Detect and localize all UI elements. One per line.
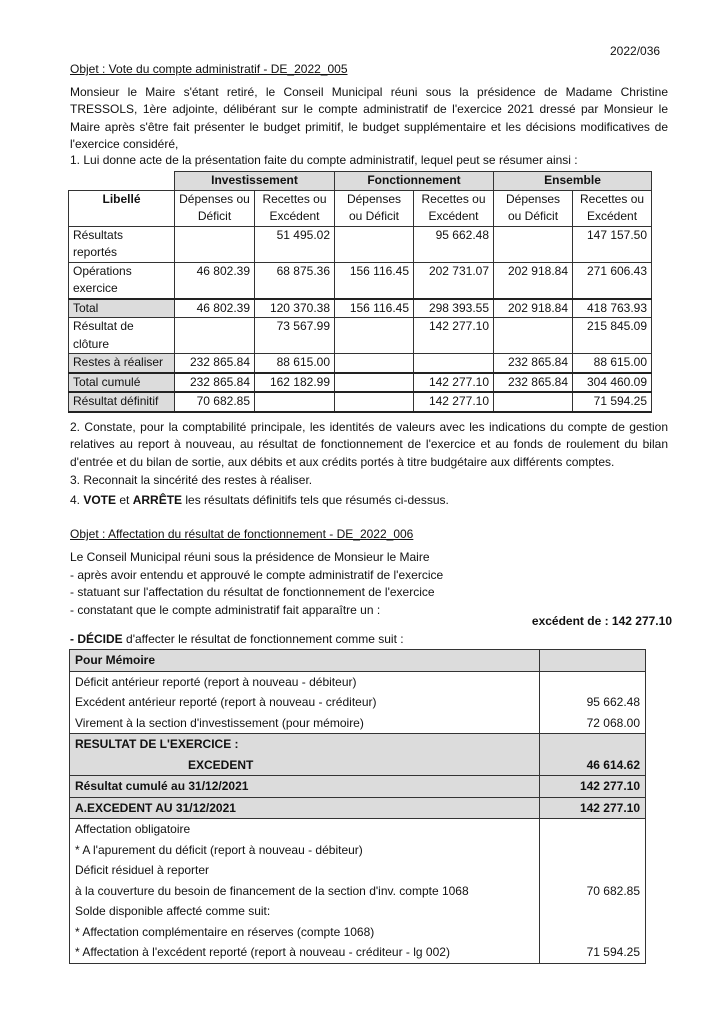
table-row <box>70 942 646 963</box>
cell <box>494 226 573 262</box>
cell: 232 865.84 <box>494 354 573 373</box>
sub-header: Recettes ou Excédent <box>255 190 335 226</box>
table-row <box>70 755 646 776</box>
row-value: 142 277.10 <box>540 797 646 819</box>
row-label: * Affectation à l'excédent reporté (report à nouveau - créditeur - lg 002) <box>70 942 540 963</box>
cell: 304 460.09 <box>573 373 652 393</box>
compte-administratif-table <box>68 171 652 413</box>
decide-rest: d'affecter le résultat de fonctionnement comme suit : <box>122 632 404 646</box>
row-value: 70 682.85 <box>540 881 646 902</box>
cell: 156 116.45 <box>335 262 414 299</box>
table-row <box>70 713 646 734</box>
cell: 88 615.00 <box>573 354 652 373</box>
cell <box>335 392 414 412</box>
table-row <box>69 392 652 412</box>
row-label: Résultat de clôture <box>69 318 175 354</box>
table-row <box>69 318 652 354</box>
decide-line <box>70 632 404 646</box>
row-label: RESULTAT DE L'EXERCICE : <box>70 734 540 755</box>
row-value <box>540 671 646 692</box>
row-value: 95 662.48 <box>540 692 646 713</box>
row-value: 46 614.62 <box>540 755 646 776</box>
cell: 271 606.43 <box>573 262 652 299</box>
table-row <box>69 354 652 373</box>
row-value: 142 277.10 <box>540 776 646 798</box>
sub-header: Dépenses ou Déficit <box>175 190 255 226</box>
cell: 142 277.10 <box>414 392 494 412</box>
table-row <box>70 840 646 861</box>
row-label: Restes à réaliser <box>69 354 175 373</box>
table-row <box>70 819 646 840</box>
table-row <box>70 901 646 922</box>
row-label: Total cumulé <box>69 373 175 393</box>
cell <box>335 318 414 354</box>
sub-header: Dépenses ou Déficit <box>494 190 573 226</box>
cell: 202 918.84 <box>494 299 573 318</box>
objet-affectation: Objet : Affectation du résultat de fonctionnement - DE_2022_006 <box>70 527 414 541</box>
table-row <box>70 860 646 881</box>
row-value <box>540 819 646 840</box>
row-label: Affectation obligatoire <box>70 819 540 840</box>
row-label: Résultats reportés <box>69 226 175 262</box>
cell: 156 116.45 <box>335 299 414 318</box>
cell: 142 277.10 <box>414 318 494 354</box>
affectation-line: - après avoir entendu et approuvé le compte administratif de l'exercice <box>70 568 444 582</box>
cell: 70 682.85 <box>175 392 255 412</box>
sub-header: Recettes ou Excédent <box>414 190 494 226</box>
decide-prefix: - <box>70 632 78 646</box>
cell: 51 495.02 <box>255 226 335 262</box>
row-label: Excédent antérieur reporté (report à nouveau - créditeur) <box>70 692 540 713</box>
row-label: Déficit antérieur reporté (report à nouveau - débiteur) <box>70 671 540 692</box>
row-value <box>540 650 646 672</box>
table-row <box>69 299 652 318</box>
row-value: 71 594.25 <box>540 942 646 963</box>
cell: 298 393.55 <box>414 299 494 318</box>
table-row <box>70 797 646 819</box>
row-value <box>540 901 646 922</box>
row-label: Opérations exercice <box>69 262 175 299</box>
cell: 142 277.10 <box>414 373 494 393</box>
row-value <box>540 860 646 881</box>
document-number: 2022/036 <box>610 44 661 58</box>
cell: 162 182.99 <box>255 373 335 393</box>
cell <box>335 354 414 373</box>
row-value: 72 068.00 <box>540 713 646 734</box>
row-label: Total <box>69 299 175 318</box>
cell <box>175 226 255 262</box>
cell <box>494 318 573 354</box>
cell: 73 567.99 <box>255 318 335 354</box>
cell: 147 157.50 <box>573 226 652 262</box>
row-label: * Affectation complémentaire en réserves (compte 1068) <box>70 922 540 943</box>
sub-header: Dépenses ou Déficit <box>335 190 414 226</box>
table-row <box>70 881 646 902</box>
row-label: Résultat cumulé au 31/12/2021 <box>70 776 540 798</box>
cell: 120 370.38 <box>255 299 335 318</box>
cell: 232 865.84 <box>494 373 573 393</box>
row-label: Virement à la section d'investissement (pour mémoire) <box>70 713 540 734</box>
point-4 <box>70 493 449 507</box>
row-value <box>540 734 646 755</box>
sub-header: Recettes ou Excédent <box>573 190 652 226</box>
affectation-line: Le Conseil Municipal réuni sous la présidence de Monsieur le Maire <box>70 550 430 564</box>
table-row <box>70 922 646 943</box>
cell: 71 594.25 <box>573 392 652 412</box>
cell <box>175 318 255 354</box>
row-label: Déficit résiduel à reporter <box>70 860 540 881</box>
cell: 232 865.84 <box>175 373 255 393</box>
intro-paragraph: Monsieur le Maire s'étant retiré, le Conseil Municipal réuni sous la présidence de Madame Christine TRESSOLS, 1ère adjointe, délibérant sur le compte administratif de l'exercice 2021 dressé par Monsieur le Maire après s'être fait présenter le budget primitif, le budget supplémentaire et les décisions modificatives de l'exercice considéré, <box>70 85 668 152</box>
decide-bold: DÉCIDE <box>77 632 123 646</box>
affectation-table <box>69 649 646 964</box>
point-2: 2. Constate, pour la comptabilité principale, les identités de valeurs avec les indications du compte de gestion relatives au report à nouveau, au résultat de fonctionnement de l'exercice et au fonds de roulement du bilan d'entrée et du bilan de sortie, aux débits et aux crédits portés à titre budgétaire aux différents comptes. <box>70 420 668 469</box>
libelle-header: Libellé <box>69 190 175 226</box>
row-value <box>540 840 646 861</box>
affectation-line: - statuant sur l'affectation du résultat de fonctionnement de l'exercice <box>70 585 435 599</box>
point-4-et: et <box>116 493 133 507</box>
group-header: Investissement <box>175 172 335 191</box>
table-row <box>69 373 652 393</box>
cell: 202 731.07 <box>414 262 494 299</box>
cell <box>335 226 414 262</box>
table-row <box>69 262 652 299</box>
cell: 46 802.39 <box>175 299 255 318</box>
group-header: Fonctionnement <box>335 172 494 191</box>
cell <box>255 392 335 412</box>
cell: 46 802.39 <box>175 262 255 299</box>
cell: 68 875.36 <box>255 262 335 299</box>
row-value <box>540 922 646 943</box>
point-4-prefix: 4. <box>70 493 84 507</box>
row-label: Résultat définitif <box>69 392 175 412</box>
table-row <box>70 671 646 692</box>
corner-empty <box>69 172 175 191</box>
row-label: * A l'apurement du déficit (report à nouveau - débiteur) <box>70 840 540 861</box>
excedent-total: excédent de : 142 277.10 <box>531 614 672 628</box>
affectation-line: - constatant que le compte administratif fait apparaître un : <box>70 603 381 617</box>
cell: 418 763.93 <box>573 299 652 318</box>
table-row <box>70 776 646 798</box>
table-row <box>69 226 652 262</box>
cell <box>335 373 414 393</box>
table-row <box>70 734 646 755</box>
objet-vote-compte: Objet : Vote du compte administratif - DE_2022_005 <box>70 62 348 76</box>
row-label: à la couverture du besoin de financement de la section d'inv. compte 1068 <box>70 881 540 902</box>
point-4-rest: les résultats définitifs tels que résumés ci-dessus. <box>182 493 449 507</box>
cell: 215 845.09 <box>573 318 652 354</box>
point-4-arrete: ARRÊTE <box>132 493 183 507</box>
row-label: A.EXCEDENT AU 31/12/2021 <box>70 797 540 819</box>
cell: 232 865.84 <box>175 354 255 373</box>
group-header: Ensemble <box>494 172 652 191</box>
cell: 95 662.48 <box>414 226 494 262</box>
row-label: Pour Mémoire <box>70 650 540 672</box>
row-label: EXCEDENT <box>70 755 540 776</box>
point-3: 3. Reconnait la sincérité des restes à réaliser. <box>70 473 313 487</box>
cell: 202 918.84 <box>494 262 573 299</box>
cell <box>414 354 494 373</box>
cell: 88 615.00 <box>255 354 335 373</box>
table-row <box>70 692 646 713</box>
row-label: Solde disponible affecté comme suit: <box>70 901 540 922</box>
point-1: 1. Lui donne acte de la présentation faite du compte administratif, lequel peut se résumer ainsi : <box>70 153 578 167</box>
table-row <box>70 650 646 672</box>
cell <box>494 392 573 412</box>
point-4-vote: VOTE <box>83 493 117 507</box>
